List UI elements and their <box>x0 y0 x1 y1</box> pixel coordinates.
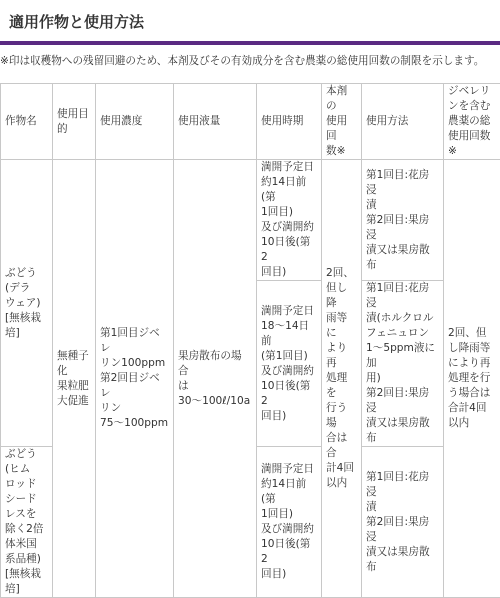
usage-note: ※印は収穫物への残留回避のため、本剤及びその有効成分を含む農薬の総使用回数の制限を示します。 <box>0 54 500 68</box>
header-volume: 使用液量 <box>174 84 257 160</box>
table-row <box>1 160 500 281</box>
header-concentration: 使用濃度 <box>96 84 174 160</box>
title-underline <box>0 41 500 45</box>
section-header <box>0 0 500 46</box>
header-timing: 使用時期 <box>257 84 322 160</box>
cell-method-1: 第1回目:花房浸 漬 第2回目:果房浸 漬又は果房散布 <box>362 160 444 281</box>
cell-method-2: 第1回目:花房浸 漬(ホルクロルフェニュロン 1〜5ppm液に加 用) 第2回目:果房浸 漬又は果房散布 <box>362 281 444 447</box>
header-count: 本剤の 使用回 数※ <box>322 84 362 160</box>
cell-concentration: 第1回目ジベレ リン100ppm 第2回目ジベレ リン 75〜100ppm <box>96 160 174 598</box>
cell-volume: 果房散布の場合 は 30〜100ℓ/10a <box>174 160 257 598</box>
header-total-count: ジベレリ ンを含む 農薬の総 使用回数 ※ <box>444 84 500 160</box>
cell-timing-1: 満開予定日 約14日前(第 1回目) 及び満開約 10日後(第2 回目) <box>257 160 322 281</box>
header-method: 使用方法 <box>362 84 444 160</box>
header-crop: 作物名 <box>1 84 53 160</box>
header-purpose: 使用目 的 <box>53 84 96 160</box>
table-header-row <box>1 84 500 160</box>
cell-crop-himrod: ぶどう (ヒム ロッド シード レスを 除く2倍 体米国 系品種) [無核栽 培] <box>1 447 53 598</box>
cell-purpose: 無種子 化 果粒肥 大促進 <box>53 160 96 598</box>
cell-timing-3: 満開予定日 約14日前(第 1回目) 及び満開約 10日後(第2 回目) <box>257 447 322 598</box>
page-title: 適用作物と使用方法 <box>9 12 144 32</box>
cell-method-3: 第1回目:花房浸 漬 第2回目:果房浸 漬又は果房散布 <box>362 447 444 598</box>
cell-total-count: 2回、但 し降雨等 により再 処理を行 う場合は 合計4回 以内 <box>444 160 500 598</box>
cell-count: 2回、 但し降 雨等に より再 処理を 行う場 合は合 計4回 以内 <box>322 160 362 598</box>
cell-timing-2: 満開予定日 18〜14日前 (第1回目) 及び満開約 10日後(第2 回目) <box>257 281 322 447</box>
usage-table <box>0 83 500 598</box>
cell-crop-delaware: ぶどう (デラ ウェア) [無核栽 培] <box>1 160 53 447</box>
